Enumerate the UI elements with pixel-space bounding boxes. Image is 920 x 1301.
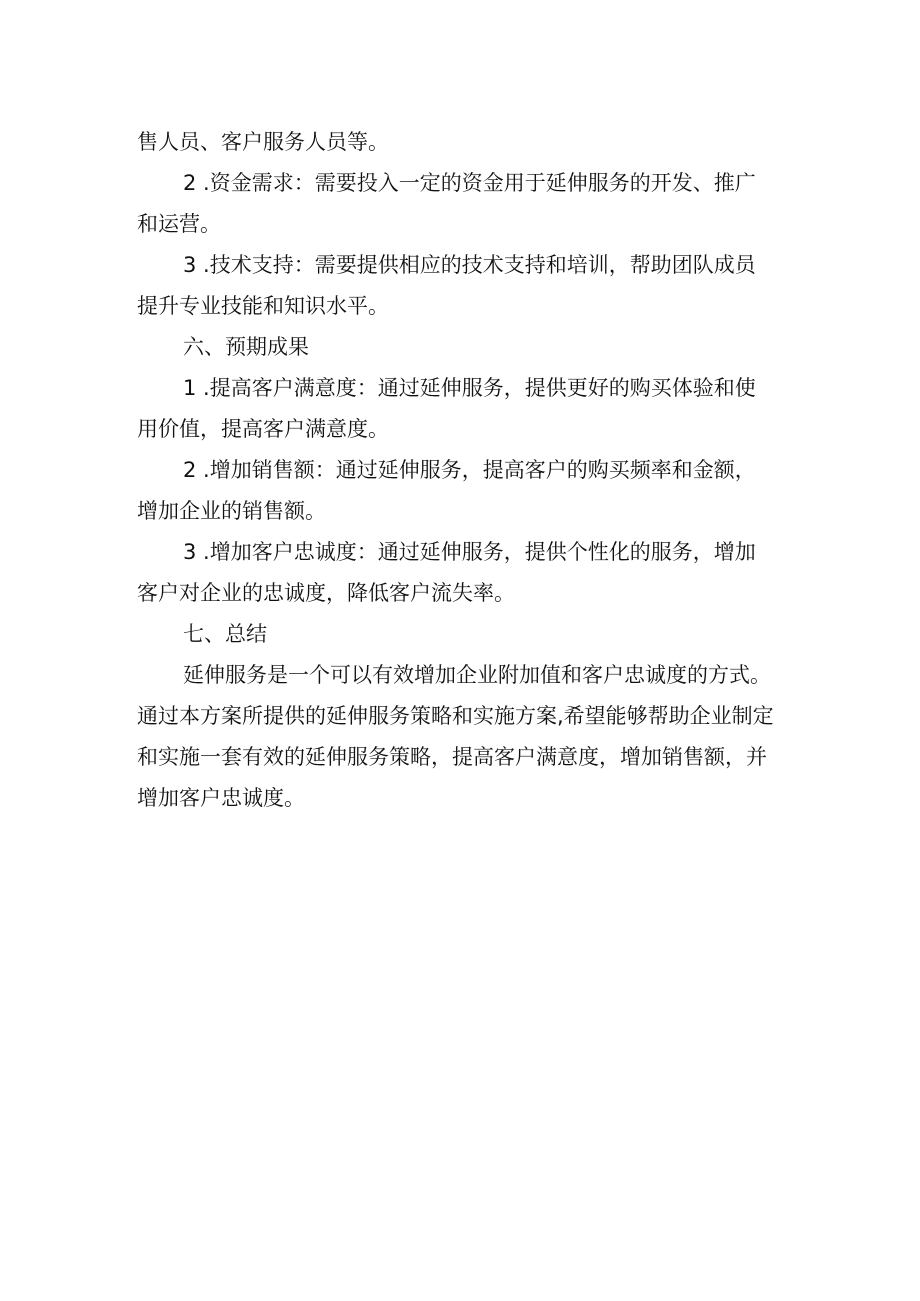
text-line: 延伸服务是一个可以有效增加企业附加值和客户忠诚度的方式。 <box>183 663 771 687</box>
text-line: 用价值，提高客户满意度。 <box>137 417 389 441</box>
text-line: 2 .资金需求：需要投入一定的资金用于延伸服务的开发、推广 <box>183 171 756 195</box>
text-line: 3 .技术支持：需要提供相应的技术支持和培训，帮助团队成员 <box>183 253 756 277</box>
list-item-technical-support <box>137 245 787 327</box>
text-line: 通过本方案所提供的延伸服务策略和实施方案,希望能够帮助企业制定 <box>137 704 774 728</box>
document-body <box>137 122 787 819</box>
summary-paragraph <box>137 655 787 819</box>
text-line: 和运营。 <box>137 212 221 236</box>
text-line: 2 .增加销售额：通过延伸服务，提高客户的购买频率和金额， <box>183 458 756 482</box>
section-heading-expected-results <box>137 327 787 368</box>
list-item-sales-increase <box>137 450 787 532</box>
text-line: 和实施一套有效的延伸服务策略，提高客户满意度，增加销售额，并 <box>137 745 767 769</box>
text-line: 客户对企业的忠诚度，降低客户流失率。 <box>137 581 515 605</box>
list-item-customer-satisfaction <box>137 368 787 450</box>
text-line: 售人员、客户服务人员等。 <box>137 130 389 154</box>
section-heading-summary <box>137 614 787 655</box>
heading-text: 七、总结 <box>183 622 267 646</box>
text-line: 1 .提高客户满意度：通过延伸服务，提供更好的购买体验和使 <box>183 376 756 400</box>
text-line: 3 .增加客户忠诚度：通过延伸服务，提供个性化的服务，增加 <box>183 540 756 564</box>
list-item-funding-requirement <box>137 163 787 245</box>
text-line: 提升专业技能和知识水平。 <box>137 294 389 318</box>
list-item-customer-loyalty <box>137 532 787 614</box>
text-line: 增加客户忠诚度。 <box>137 786 305 810</box>
text-line: 增加企业的销售额。 <box>137 499 326 523</box>
paragraph-staffing-continuation <box>137 122 787 163</box>
heading-text: 六、预期成果 <box>183 335 309 359</box>
